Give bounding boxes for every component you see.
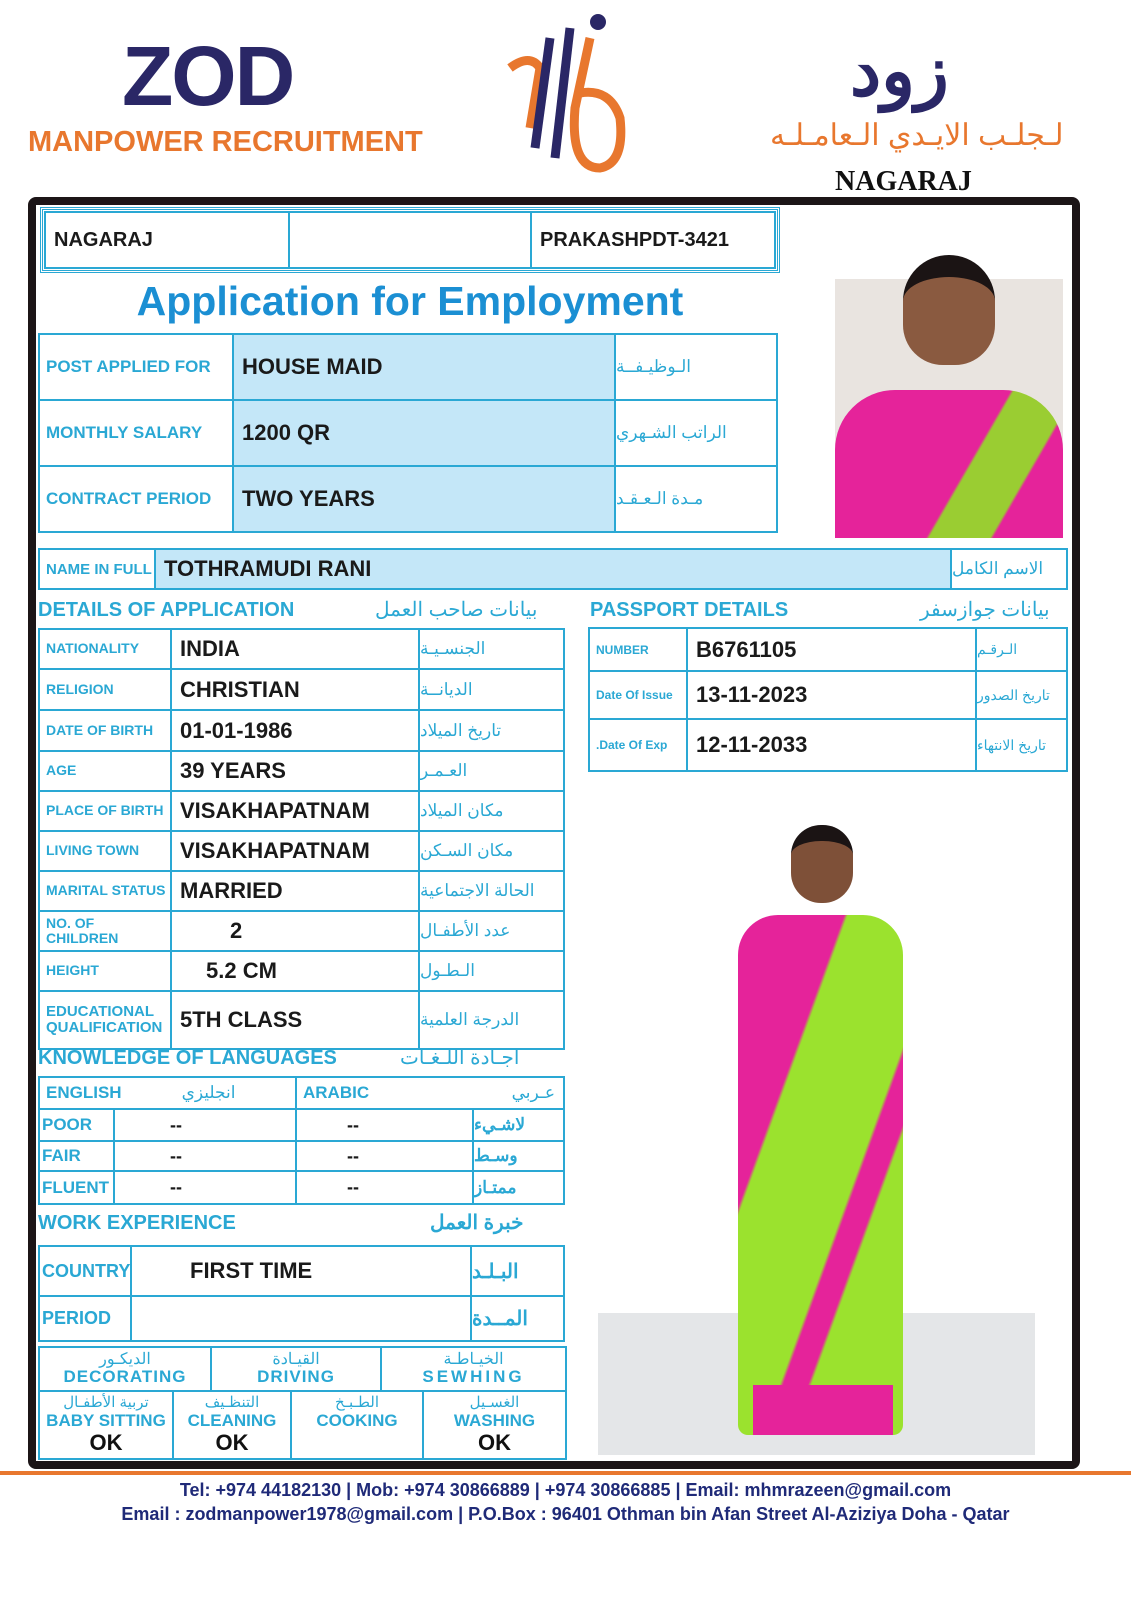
post-row-value: TWO YEARS [232,465,616,533]
english-level-value: -- [113,1108,297,1142]
detail-value: MARRIED [170,870,420,912]
skill-arabic: الديكـور [99,1350,151,1368]
detail-value: 5.2 CM [170,950,420,992]
arabic-level-value: -- [295,1140,474,1172]
language-level: FAIR [38,1140,115,1172]
skill-decorating [38,1346,212,1392]
passport-value: B6761105 [686,627,977,672]
passport-heading-arabic: بيانات جوازسفر [920,599,1050,621]
english-level-value: -- [113,1170,297,1205]
english-label: ENGLISH [46,1083,122,1102]
detail-arabic: تاريخ الميلاد [418,709,565,752]
full-name: TOTHRAMUDI RANI [154,548,952,590]
skill-label: CLEANING [187,1410,277,1430]
ref-middle [288,211,532,269]
full-body-photo [598,825,1035,1455]
language-level: POOR [38,1108,115,1142]
post-row-value: HOUSE MAID [232,333,616,401]
skill-arabic: القيـادة [272,1350,320,1368]
name-label: NAME IN FULL [38,548,156,590]
footer-address: Email : zodmanpower1978@gmail.com | P.O.Box : 96401 Othman bin Afan Street Al-Aziziya Doha - Qatar [121,1504,1010,1524]
detail-arabic: الـطـول [418,950,565,992]
english-label-arabic: انجليزي [181,1083,236,1102]
languages-heading: KNOWLEDGE OF LANGUAGES [38,1047,337,1069]
lang-english-header [38,1076,297,1110]
detail-value: INDIA [170,628,420,670]
skill-label: COOKING [316,1410,398,1430]
lang-arabic-header [295,1076,565,1110]
details-heading-arabic: بيانات صاحب العمل [375,599,538,621]
skill-label: DECORATING [63,1367,187,1387]
detail-label: DATE OF BIRTH [38,709,172,752]
ref-agent: NAGARAJ [44,211,290,269]
post-row-label: MONTHLY SALARY [38,399,234,467]
arabic-level-value: -- [295,1170,474,1205]
detail-label: NATIONALITY [38,628,172,670]
work-arabic: البـلـد [470,1245,565,1297]
skill-mark: OK [215,1429,249,1455]
name-label-arabic: الاسم الكامل [950,548,1068,590]
skill-mark: OK [478,1429,511,1455]
post-row-arabic: الـوظيـفــة [614,333,778,401]
detail-arabic: الدرجة العلمية [418,990,565,1050]
detail-value: VISAKHAPATNAM [170,830,420,872]
detail-label: NO. OF CHILDREN [38,910,172,952]
skill-arabic: تربية الأطفـال [63,1394,149,1412]
detail-label: EDUCATIONAL QUALIFICATION [38,990,172,1050]
skill-cleaning [172,1390,292,1460]
tagline-arabic: لـجلـب الايـدي الـعامـلـه [770,119,1064,152]
detail-arabic: العـمـر [418,750,565,792]
agent-name: NAGARAJ [835,166,972,197]
detail-value: 5TH CLASS [170,990,420,1050]
detail-value: VISAKHAPATNAM [170,790,420,832]
detail-arabic: مكان الميلاد [418,790,565,832]
passport-value: 12-11-2033 [686,718,977,772]
post-row-arabic: مـدة الـعـقـد [614,465,778,533]
passport-label: NUMBER [588,627,688,672]
detail-label: MARITAL STATUS [38,870,172,912]
skill-arabic: الطـبـخ [334,1394,380,1412]
post-row-label: POST APPLIED FOR [38,333,234,401]
detail-arabic: الحالة الاجتماعية [418,870,565,912]
detail-arabic: عدد الأطفـال [418,910,565,952]
skill-mark: OK [89,1429,123,1455]
work-label: PERIOD [38,1295,132,1342]
skill-arabic: الخيـاطـة [443,1350,504,1368]
post-row-arabic: الراتب الشـهري [614,399,778,467]
work-arabic: المــدة [470,1295,565,1342]
skill-driving [210,1346,382,1392]
company-logo-icon [500,8,640,178]
arabic-label-arabic: عـربي [511,1083,555,1102]
detail-arabic: الجنسـيـة [418,628,565,670]
language-level-arabic: ممتـاز [472,1170,565,1205]
post-row-label: CONTRACT PERIOD [38,465,234,533]
footer-contact: Tel: +974 44182130 | Mob: +974 30866889 | +974 30866885 | Email: mhmrazeen@gmail.com [179,1480,952,1500]
passport-arabic: الـرقـم [975,627,1068,672]
footer-divider [0,1471,1131,1475]
skill-baby-sitting [38,1390,174,1460]
detail-arabic: الديانــة [418,668,565,711]
brand-logo-text: ZOD [122,29,294,123]
detail-value: CHRISTIAN [170,668,420,711]
detail-arabic: مكان السـكن [418,830,565,872]
detail-label: RELIGION [38,668,172,711]
work-value [130,1295,472,1342]
skill-label: SEWHING [422,1367,525,1387]
detail-value: 01-01-1986 [170,709,420,752]
brand-tagline: MANPOWER RECRUITMENT [28,126,423,158]
post-row-value: 1200 QR [232,399,616,467]
details-heading: DETAILS OF APPLICATION [38,599,295,621]
passport-value: 13-11-2023 [686,670,977,720]
skill-washing [422,1390,567,1460]
detail-value: 2 [170,910,420,952]
skill-cooking [290,1390,424,1460]
skill-sewhing [380,1346,567,1392]
detail-label: HEIGHT [38,950,172,992]
work-value: FIRST TIME [130,1245,472,1297]
passport-label: Date Of Issue [588,670,688,720]
passport-label: .Date Of Exp [588,718,688,772]
brand-arabic: زود [850,32,949,110]
skill-label: BABY SITTING [46,1410,166,1430]
work-heading: WORK EXPERIENCE [38,1212,236,1234]
language-level-arabic: لاشـيء [472,1108,565,1142]
skill-arabic: التنظـيف [204,1394,260,1412]
skill-arabic: الغسـيل [469,1394,520,1412]
skill-label: DRIVING [257,1367,335,1387]
passport-arabic: تاريخ الانتهاء [975,718,1068,772]
language-level-arabic: وسـط [472,1140,565,1172]
passport-heading: PASSPORT DETAILS [590,599,789,621]
skill-label: WASHING [453,1410,536,1430]
passport-arabic: تاريخ الصدور [975,670,1068,720]
languages-heading-arabic: اجـادة اللـغـات [400,1047,520,1069]
ref-code: PRAKASHPDT-3421 [530,211,776,269]
language-level: FLUENT [38,1170,115,1205]
detail-label: PLACE OF BIRTH [38,790,172,832]
detail-value: 39 YEARS [170,750,420,792]
arabic-label: ARABIC [303,1083,370,1102]
detail-label: AGE [38,750,172,792]
portrait-photo [835,250,1063,538]
arabic-level-value: -- [295,1108,474,1142]
english-level-value: -- [113,1140,297,1172]
detail-label: LIVING TOWN [38,830,172,872]
work-label: COUNTRY [38,1245,132,1297]
page-title: Application for Employment [136,278,684,324]
work-heading-arabic: خبرة العمل [430,1212,524,1234]
